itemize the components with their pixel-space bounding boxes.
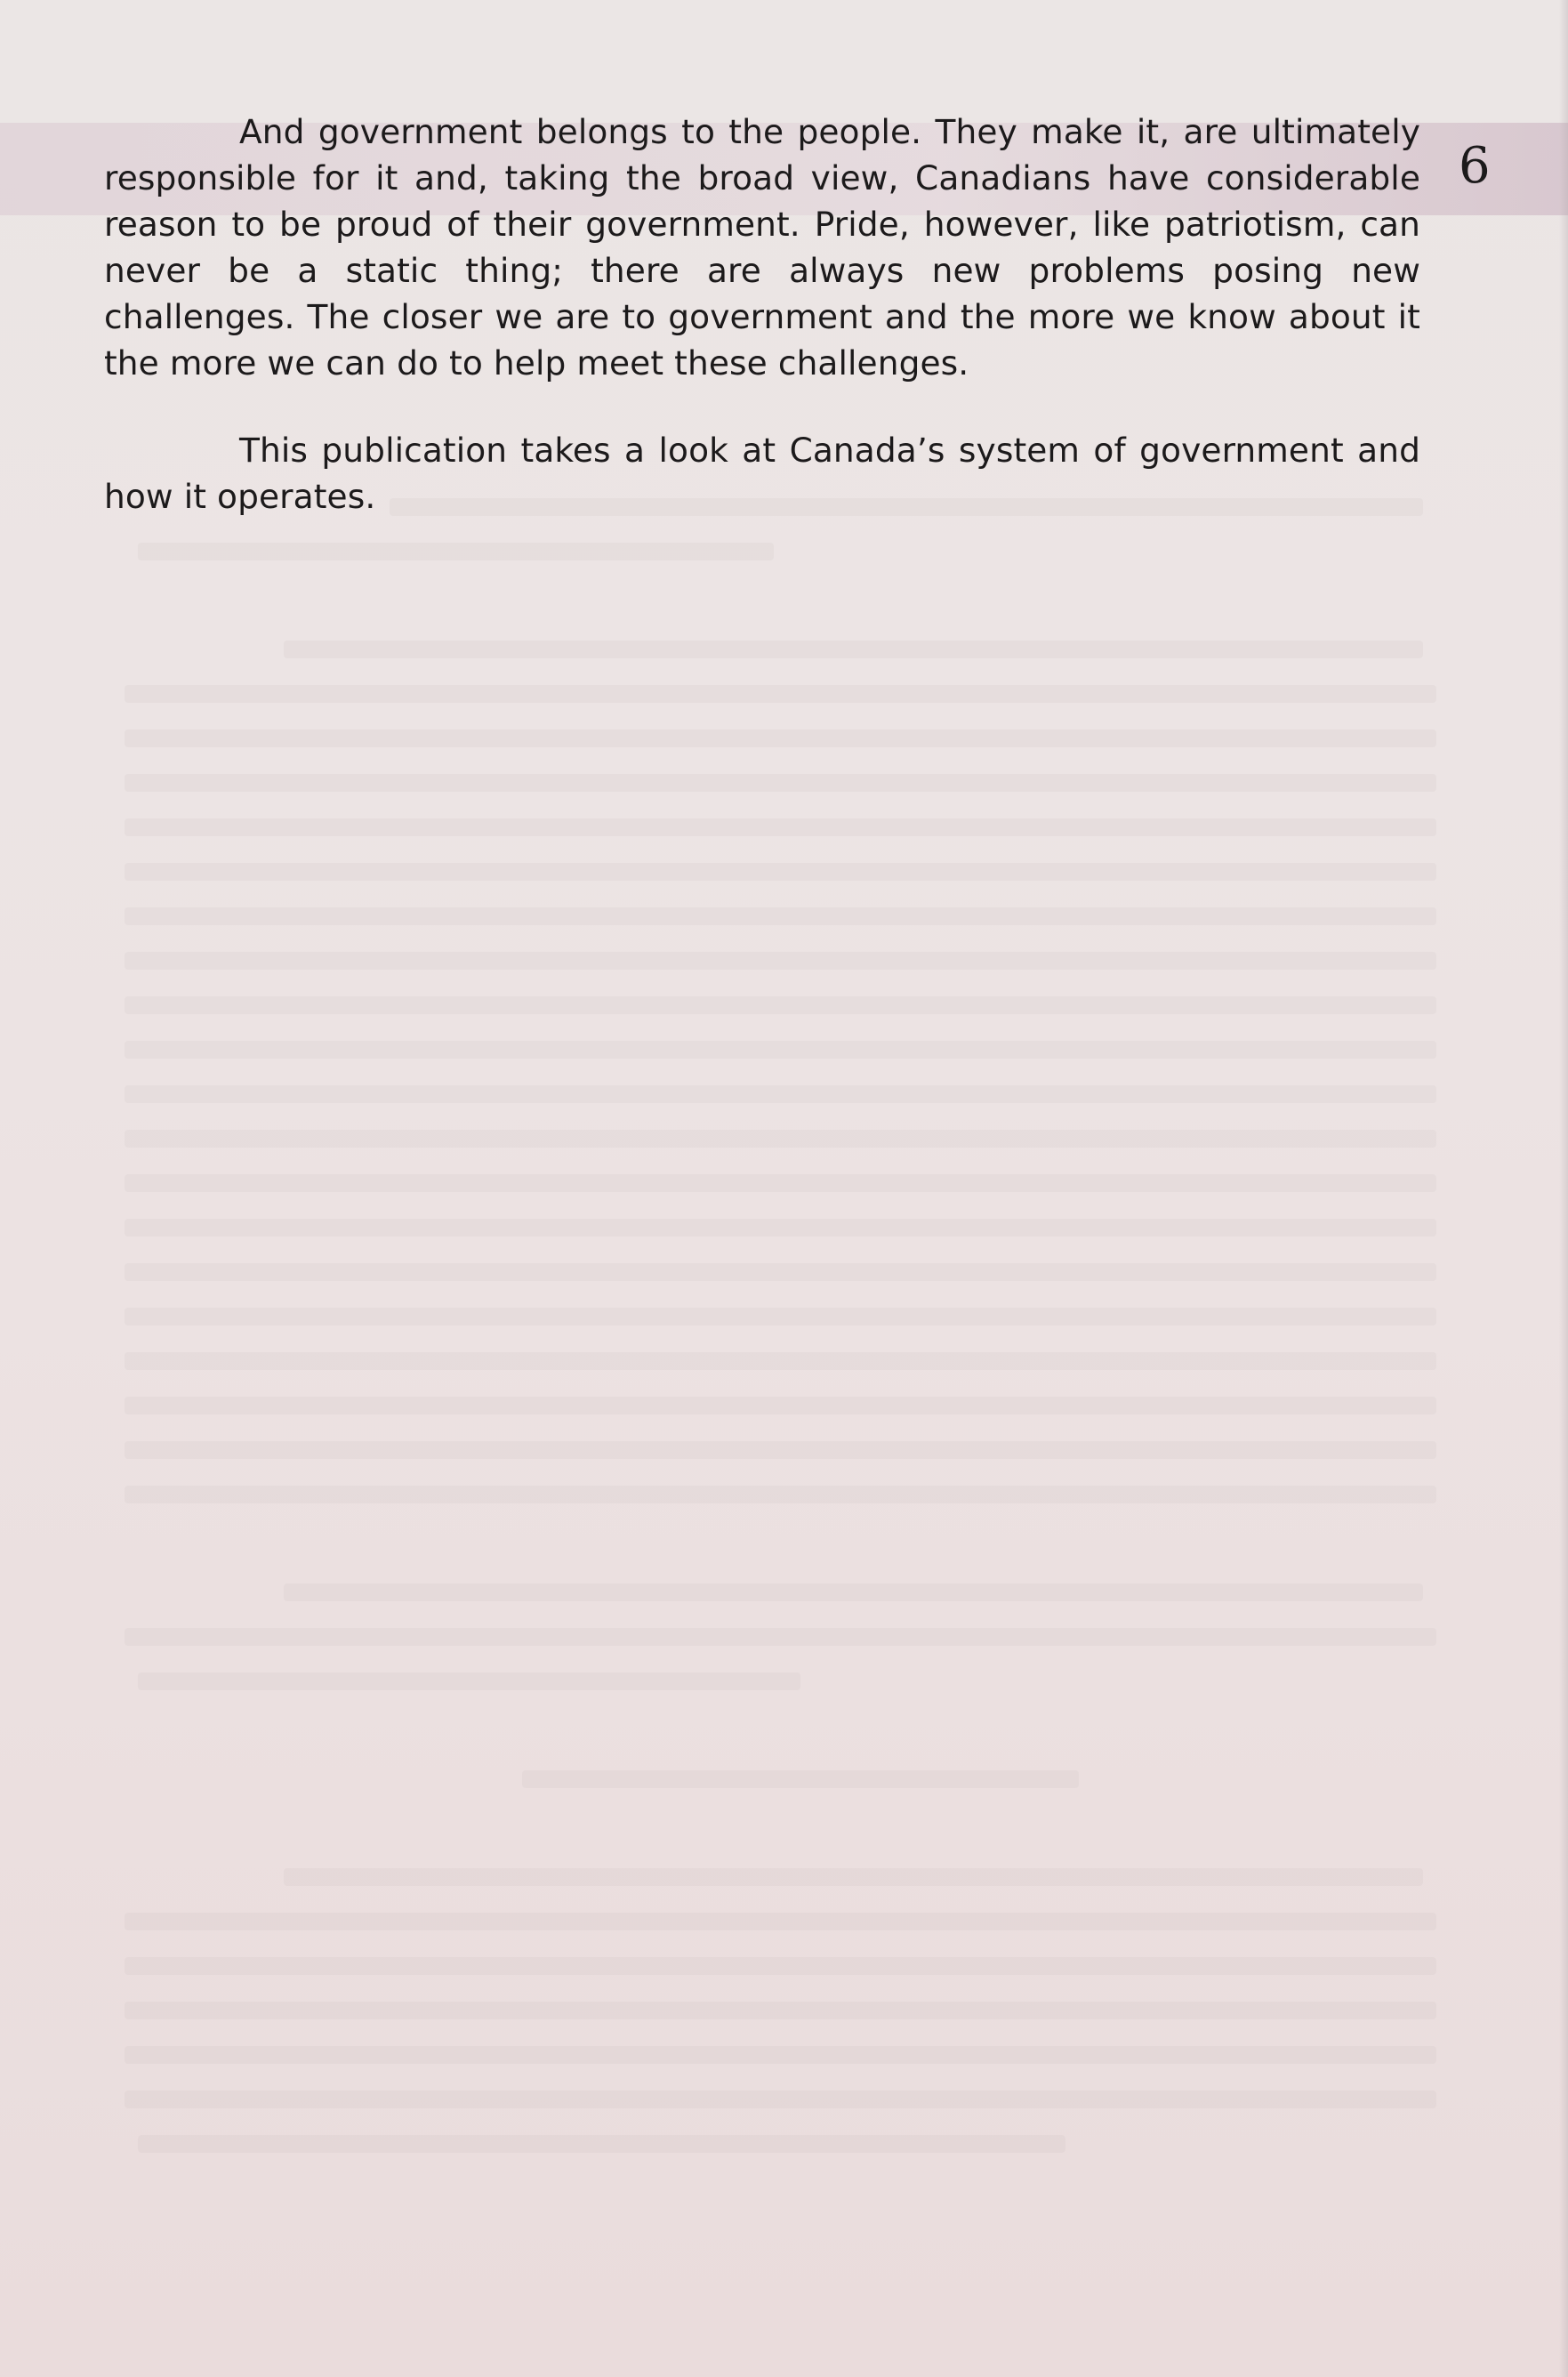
paragraph-2: This publication takes a look at Canada’s system of government and how it operates. (104, 431, 1420, 516)
page-edge-shadow (1559, 0, 1568, 2377)
body-text (104, 109, 1420, 520)
paragraph-1: And government belongs to the people. They make it, are ultimately responsible for it and, taking the broad view, Canadians have considerable reason to be proud of their government. Pride, however, like patriotism, can never be a static thing; there are always new problems posing new challenges. The closer we are to government and the more we know about it the more we can do to help meet these challenges. (104, 112, 1420, 383)
page-number: 6 (1459, 137, 1491, 195)
show-through-text (125, 498, 1450, 2180)
